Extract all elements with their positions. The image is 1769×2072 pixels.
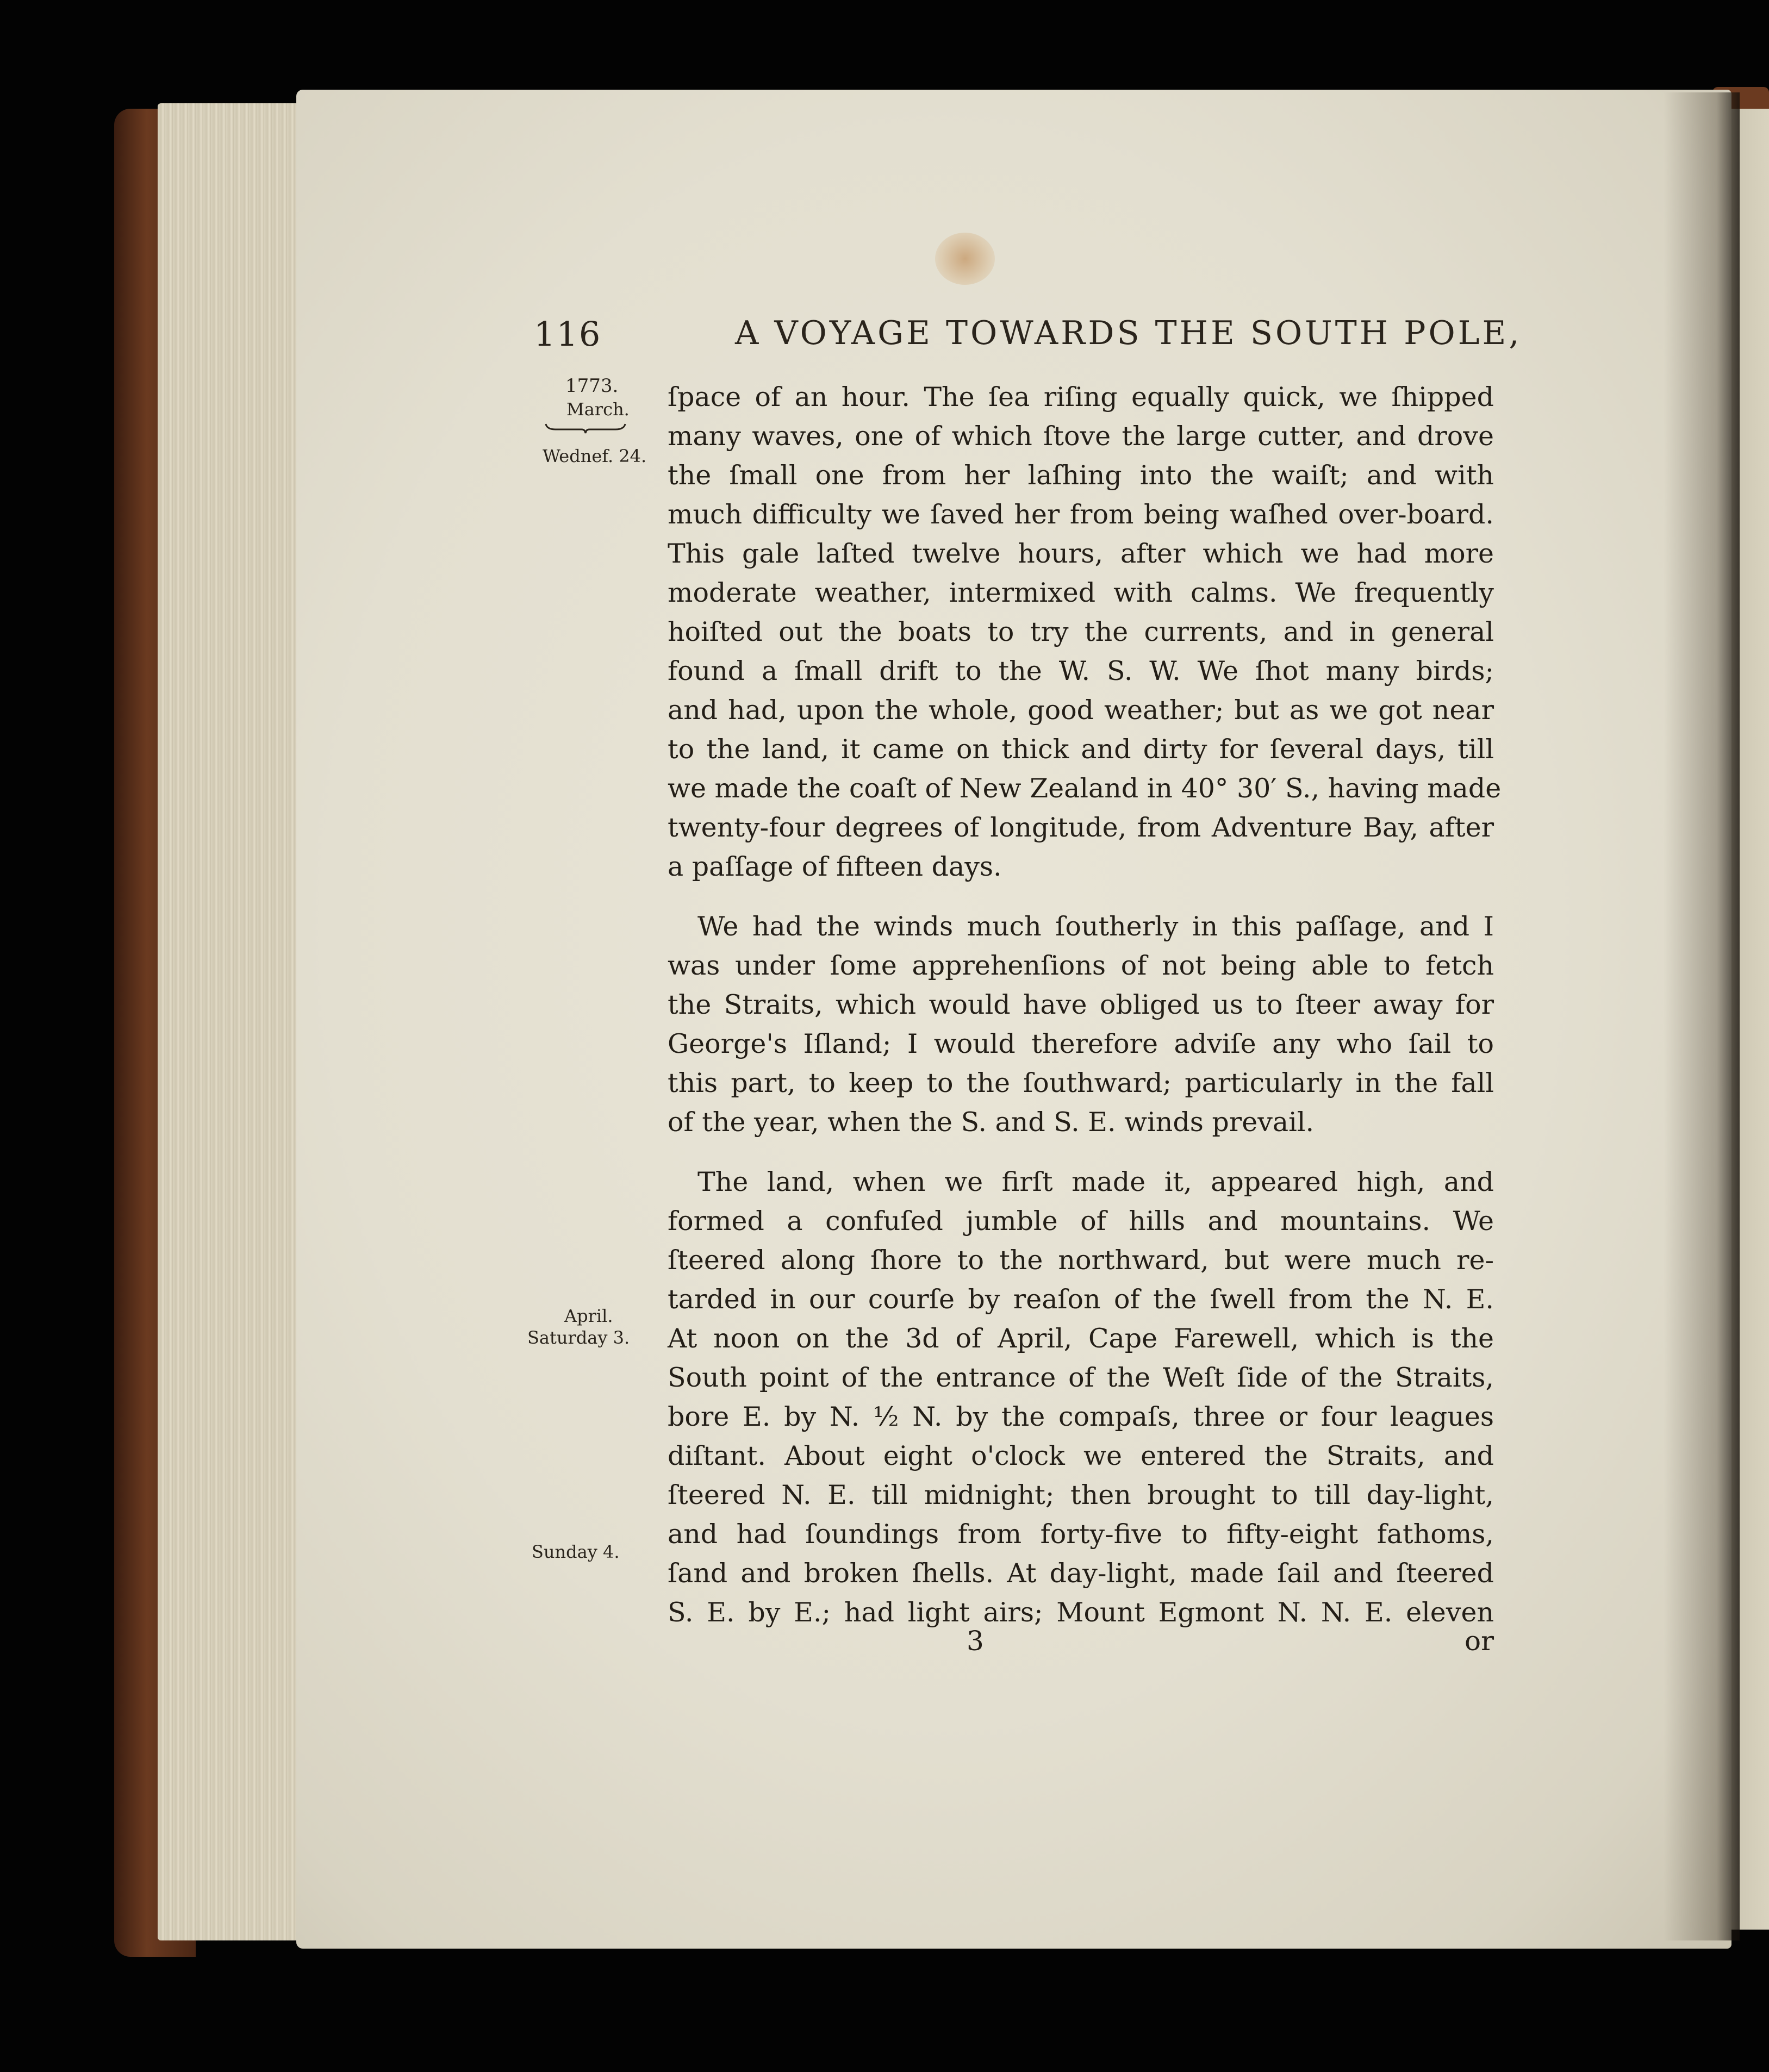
text-line: twenty-four degrees of longitude, from Adventure Bay, after	[668, 812, 1494, 843]
text-line: South point of the entrance of the Weſt ſide of the Straits,	[668, 1362, 1494, 1393]
text-line: This gale laſted twelve hours, after which we had more	[668, 538, 1494, 569]
text-line: was under ſome apprehenſions of not being able to fetch	[668, 950, 1494, 981]
running-head	[534, 314, 1522, 374]
paragraph	[668, 378, 1502, 887]
text-line: and had ſoundings from forty-five to fifty-eight fathoms,	[668, 1519, 1494, 1550]
text-line: ſteered along ſhore to the northward, but were much re-	[668, 1245, 1494, 1276]
text-line: We had the winds much ſoutherly in this paſſage, and I	[697, 911, 1494, 942]
text-line: George's Iſland; I would therefore adviſe any who ſail to	[668, 1028, 1494, 1059]
text-line: ſand and broken ſhells. At day-light, made ſail and ſteered	[668, 1558, 1494, 1589]
margin-brace-icon	[545, 423, 626, 434]
text-line: we made the coaſt of New Zealand in 40° 30′ S., having made	[668, 773, 1502, 804]
text-line: hoiſted out the boats to try the currents, and in general	[668, 616, 1494, 647]
text-line: diſtant. About eight o'clock we entered the Straits, and	[668, 1440, 1494, 1471]
paragraph-gap	[668, 1142, 1494, 1163]
text-line: The land, when we firſt made it, appeared high, and	[697, 1166, 1494, 1197]
margin-day-saturday: Saturday 3.	[527, 1327, 630, 1348]
text-line: S. E. by E.; had light airs; Mount Egmont N. N. E. eleven	[668, 1597, 1494, 1628]
foxing-stain	[935, 233, 995, 285]
body-text	[668, 378, 1502, 1632]
paragraph	[668, 907, 1494, 1142]
text-line: of the year, when the S. and S. E. winds prevail.	[668, 1107, 1315, 1138]
signature-mark: 3	[967, 1625, 984, 1657]
paragraph	[668, 1163, 1494, 1632]
margin-day-wednesday: Wednef. 24.	[543, 446, 647, 466]
text-line: to the land, it came on thick and dirty for ſeveral days, till	[668, 734, 1494, 765]
text-line: a paſſage of fifteen days.	[668, 851, 1002, 882]
text-line: found a ſmall drift to the W. S. W. We ſhot many birds;	[668, 656, 1494, 686]
text-line: much difficulty we ſaved her from being waſhed over-board.	[668, 499, 1494, 530]
text-line: bore E. by N. ½ N. by the compaſs, three or four leagues	[668, 1401, 1494, 1432]
margin-month-april: April.	[564, 1306, 613, 1326]
page-number: 116	[534, 314, 602, 354]
page-block-edges	[158, 103, 299, 1940]
margin-year: 1773.	[565, 375, 619, 397]
running-title: A VOYAGE TOWARDS THE SOUTH POLE,	[735, 314, 1522, 352]
gutter-shadow	[1664, 92, 1740, 1940]
text-line: tarded in our courſe by reaſon of the ſwell from the N. E.	[668, 1284, 1494, 1315]
text-line: this part, to keep to the ſouthward; particularly in the fall	[668, 1068, 1494, 1099]
page-footer	[668, 1625, 1494, 1663]
margin-month: March.	[566, 399, 630, 420]
text-line: and had, upon the whole, good weather; but as we got near	[668, 695, 1494, 726]
text-line: many waves, one of which ſtove the large cutter, and drove	[668, 421, 1494, 452]
text-line: formed a confuſed jumble of hills and mountains. We	[668, 1206, 1494, 1237]
text-line: At noon on the 3d of April, Cape Farewell, which is the	[668, 1323, 1494, 1354]
margin-notes	[522, 375, 652, 1625]
paragraph-gap	[668, 887, 1494, 907]
text-line: the ſmall one from her laſhing into the waiſt; and with	[668, 460, 1494, 491]
text-line: moderate weather, intermixed with calms. We frequently	[668, 577, 1494, 608]
text-line: ſpace of an hour. The ſea riſing equally quick, we ſhipped	[668, 382, 1494, 413]
text-line: ſteered N. E. till midnight; then brought to till day-light,	[668, 1480, 1494, 1511]
margin-day-sunday: Sunday 4.	[532, 1541, 620, 1562]
text-line: the Straits, which would have obliged us to ſteer away for	[668, 989, 1494, 1020]
catchword: or	[1464, 1625, 1494, 1657]
